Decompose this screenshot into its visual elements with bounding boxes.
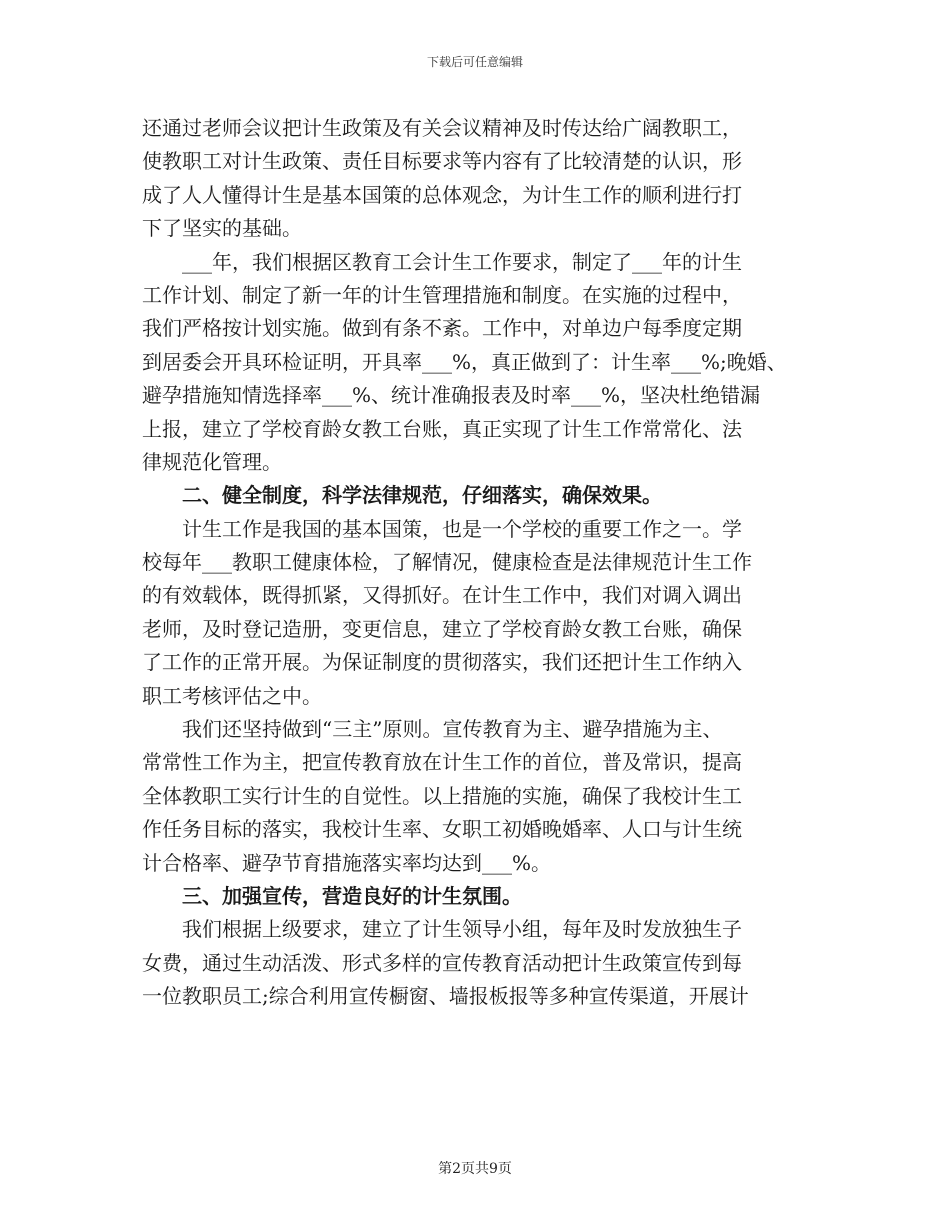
body-line: 避孕措施知情选择率___%、统计准确报表及时率___%，坚决杜绝错漏: [142, 383, 761, 408]
body-line: 我们根据上级要求，建立了计生领导小组，每年及时发放独生子: [142, 917, 742, 942]
page-number: 第2页共9页: [438, 1161, 512, 1177]
body-line: 一位教职员工;综合利用宣传橱窗、墙报板报等多种宣传渠道，开展计: [142, 984, 749, 1009]
body-line: 作任务目标的落实，我校计生率、女职工初婚晚婚率、人口与计生统: [142, 817, 742, 842]
body-line: 我们严格按计划实施。做到有条不紊。工作中，对单边户每季度定期: [142, 316, 742, 341]
body-line: 常常性工作为主，把宣传教育放在计生工作的首位，普及常识，提高: [142, 750, 742, 775]
body-line: 的有效载体，既得抓紧，又得抓好。在计生工作中，我们对调入调出: [142, 583, 742, 608]
body-line: 上报，建立了学校育龄女教工台账，真正实现了计生工作常常化、法: [142, 416, 742, 441]
body-line: 职工考核评估之中。: [142, 683, 322, 708]
body-line: 了工作的正常开展。为保证制度的贯彻落实，我们还把计生工作纳入: [142, 650, 742, 675]
section-heading: 三、加强宣传，营造良好的计生氛围。: [142, 883, 522, 908]
body-line: 我们还坚持做到“三主”原则。宣传教育为主、避孕措施为主、: [142, 717, 723, 742]
body-line: 还通过老师会议把计生政策及有关会议精神及时传达给广阔教职工，: [142, 116, 742, 140]
body-line: ___年，我们根据区教育工会计生工作要求，制定了___年的计生: [142, 249, 742, 274]
body-line: 全体教职工实行计生的自觉性。以上措施的实施，确保了我校计生工: [142, 783, 742, 808]
body-line: 使教职工对计生政策、责任目标要求等内容有了比较清楚的认识，形: [142, 149, 742, 174]
body-line: 工作计划、制定了新一年的计生管理措施和制度。在实施的过程中，: [142, 282, 742, 307]
body-line: 计合格率、避孕节育措施落实率均达到___%。: [142, 850, 552, 875]
body-line: 成了人人懂得计生是基本国策的总体观念，为计生工作的顺利进行打: [142, 182, 742, 207]
body-line: 下了坚实的基础。: [142, 216, 302, 241]
body-line: 女费，通过生动活泼、形式多样的宣传教育活动把计生政策宣传到每: [142, 950, 742, 975]
body-line: 到居委会开具环检证明，开具率___%，真正做到了：计生率___%;晚婚、: [142, 349, 787, 374]
body-line: 老师，及时登记造册，变更信息，建立了学校育龄女教工台账，确保: [142, 616, 742, 641]
body-line: 计生工作是我国的基本国策，也是一个学校的重要工作之一。学: [142, 516, 742, 541]
body-line: 校每年___教职工健康体检，了解情况，健康检查是法律规范计生工作: [142, 550, 752, 575]
body-line: 律规范化管理。: [142, 449, 282, 474]
section-heading: 二、健全制度，科学法律规范，仔细落实，确保效果。: [142, 483, 662, 508]
document-body: [142, 112, 822, 1014]
page-header-note: 下载后可任意编辑: [426, 55, 523, 69]
